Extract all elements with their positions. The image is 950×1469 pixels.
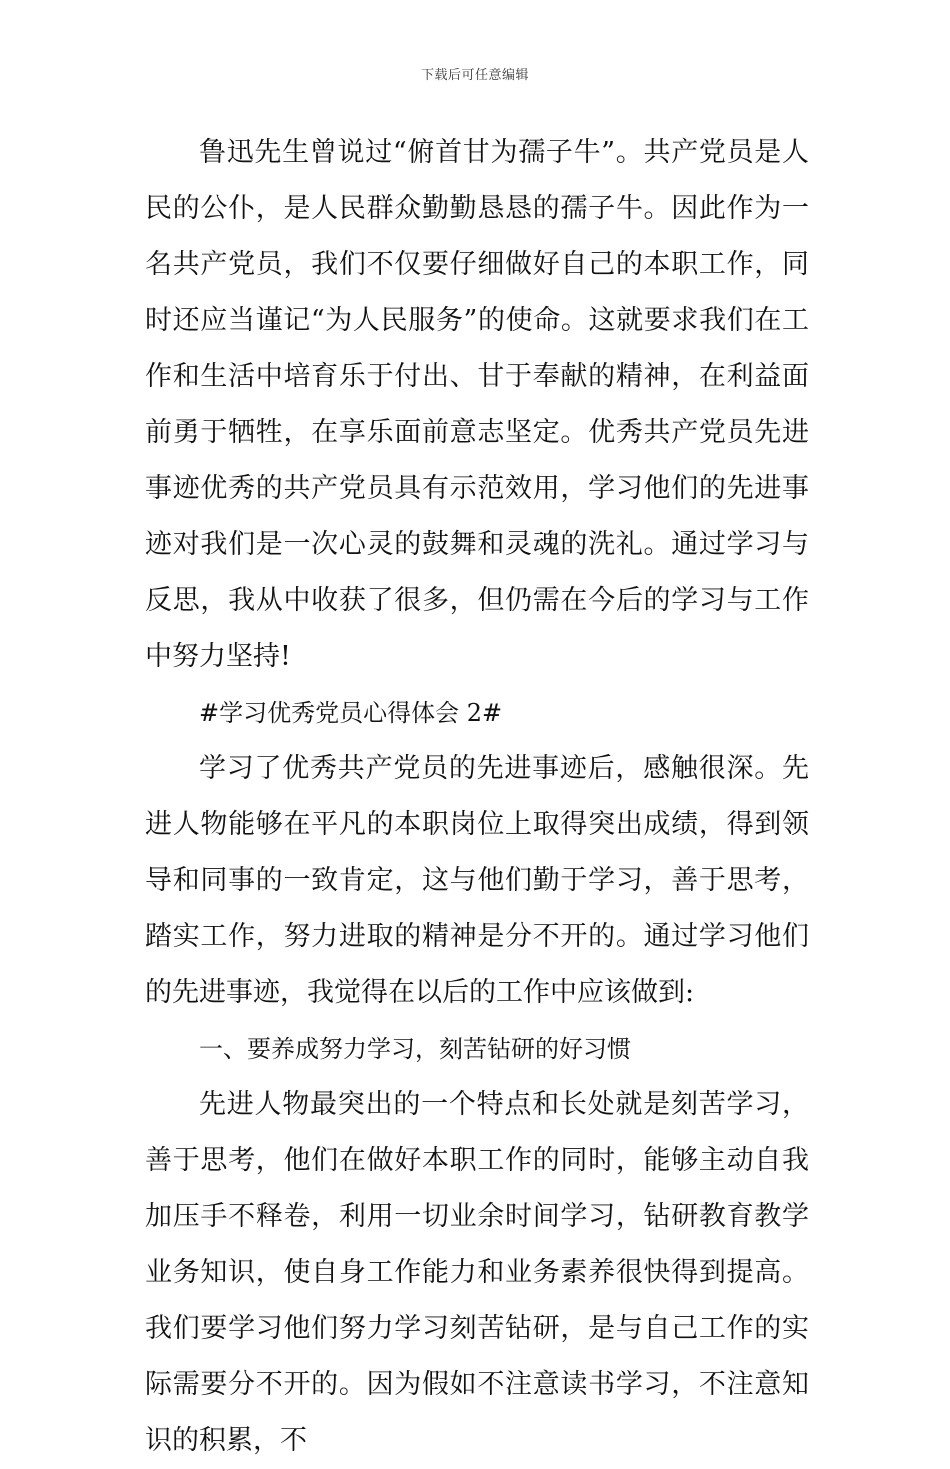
subheading-study-habit: 一、要养成努力学习，刻苦钻研的好习惯 (199, 1035, 631, 1063)
page-header-note: 下载后可任意编辑 (420, 68, 529, 83)
paragraph-diligent-study: 先进人物最突出的一个特点和长处就是刻苦学习，善于思考，他们在做好本职工作的同时，能够主动自我加压手不释卷，利用一切业余时间学习，钻研教育教学业务知识，使自身工作能力和业务素养很快得到提高。我们要学习他们努力学习刻苦钻研，是与自己工作的实际需要分不开的。因为假如不注意读书学习，不注意知识的积累，不 (145, 1089, 809, 1456)
section-heading-2: #学习优秀党员心得体会 2# (199, 699, 503, 727)
paragraph-lu-xun-quote: 鲁迅先生曾说过“俯首甘为孺子牛”。共产党员是人民的公仆，是人民群众勤勤恳恳的孺子牛。因此作为一名共产党员，我们不仅要仔细做好自己的本职工作，同时还应当谨记“为人民服务”的使命。这就要求我们在工作和生活中培育乐于付出、甘于奉献的精神，在利益面前勇于牺牲，在享乐面前意志坚定。优秀共产党员先进事迹优秀的共产党员具有示范效用，学习他们的先进事迹对我们是一次心灵的鼓舞和灵魂的洗礼。通过学习与反思，我从中收获了很多，但仍需在今后的学习与工作中努力坚持! (145, 137, 809, 672)
paragraph-learning-impressions: 学习了优秀共产党员的先进事迹后，感触很深。先进人物能够在平凡的本职岗位上取得突出成绩，得到领导和同事的一致肯定，这与他们勤于学习，善于思考，踏实工作，努力进取的精神是分不开的。通过学习他们的先进事迹，我觉得在以后的工作中应该做到: (145, 753, 809, 1008)
document-body (145, 125, 809, 1469)
